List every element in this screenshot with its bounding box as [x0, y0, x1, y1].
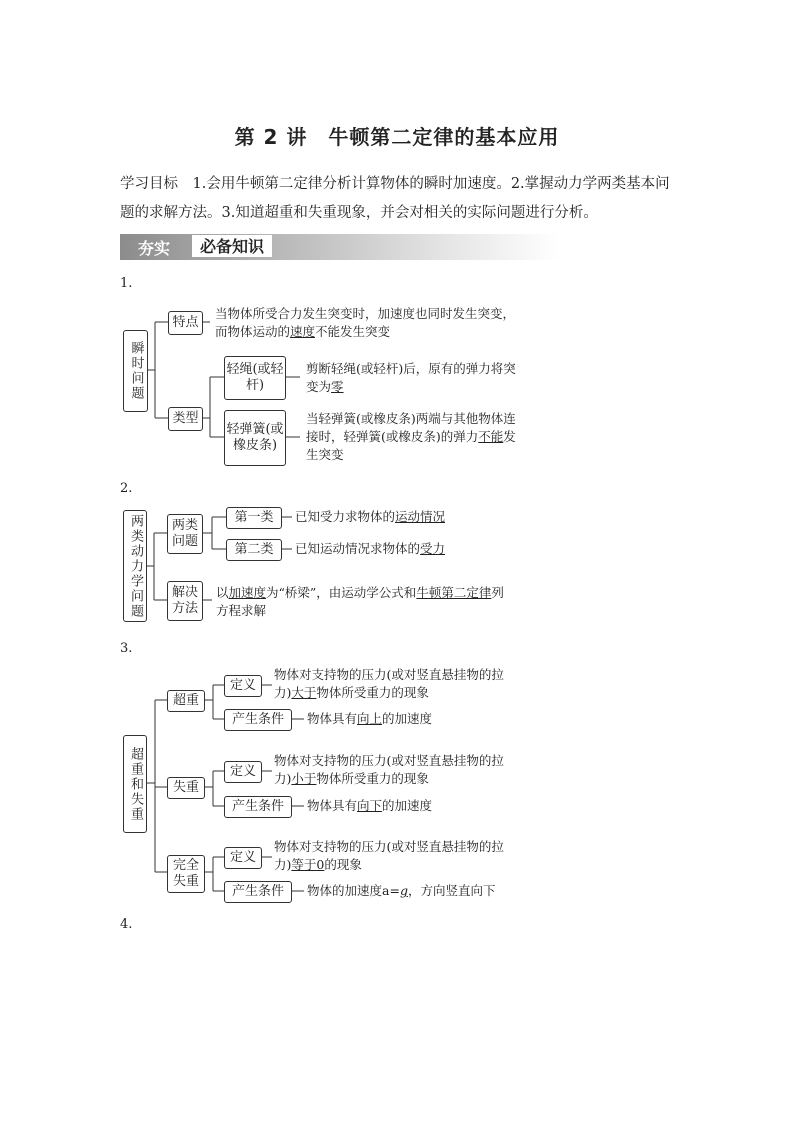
text-segment: 为“桥梁”，由运动学公式和: [266, 585, 417, 600]
section-number: 3.: [120, 641, 133, 656]
goals-text: 1.会用牛顿第二定律分析计算物体的瞬时加速度。2.掌握动力学两类基本问题的求解方法。3.知道超重和失重现象，并会对相关的实际问题进行分析。: [120, 176, 670, 221]
weightless-definition: [274, 838, 519, 874]
text-segment: 物体具有: [307, 798, 358, 813]
section-number: 2.: [120, 481, 133, 496]
text-segment: 发生突变: [306, 429, 516, 462]
underlined-answer: 速度: [290, 324, 316, 339]
first-type-node: 第一类: [226, 507, 282, 529]
weightless-node: 完全失重: [167, 855, 205, 893]
second-type-node: 第二类: [226, 539, 282, 561]
underlined-answer: 加速度: [228, 585, 267, 600]
definition-node: 定义: [224, 675, 262, 697]
overweight-node: 超重: [167, 690, 205, 712]
underlined-answer: 不能: [478, 429, 504, 444]
underweight-condition: [307, 797, 517, 815]
text-segment: 以: [216, 585, 229, 600]
two-types-node: 两类问题: [167, 514, 203, 554]
goals-label: 学习目标: [120, 176, 178, 192]
section-number: 1.: [120, 276, 133, 291]
overweight-definition: [274, 666, 519, 702]
text-segment: 列方程求解: [216, 585, 504, 618]
underlined-answer: 牛顿第二定律: [416, 585, 492, 600]
text-segment: 已知运动情况求物体的: [295, 541, 421, 556]
text-segment: 物体所受重力的现象: [316, 771, 429, 786]
banner-right: 必备知识: [192, 235, 272, 257]
definition-node: 定义: [224, 761, 262, 783]
underlined-answer: 受力: [420, 541, 446, 556]
text-segment: 已知受力求物体的: [295, 509, 396, 524]
underlined-answer: 等于0: [291, 857, 325, 872]
text-segment: 的现象: [324, 857, 362, 872]
underweight-node: 失重: [167, 777, 205, 799]
text-segment: 物体所受重力的现象: [316, 685, 429, 700]
underlined-answer: g: [399, 883, 408, 898]
underweight-definition: [274, 752, 519, 788]
text-segment: 物体对支持物的压力(或对竖直悬挂物的拉力): [274, 753, 504, 786]
type-node: 类型: [168, 407, 203, 431]
text-segment: 剪断轻绳(或轻杆)后，原有的弹力将突变为: [306, 361, 516, 394]
page-title: 第 2 讲 牛顿第二定律的基本应用: [234, 125, 560, 149]
underlined-answer: 大于: [291, 685, 317, 700]
text-segment: 当轻弹簧(或橡皮条)两端与其他物体连接时，轻弹簧(或橡皮条)的弹力: [306, 411, 516, 444]
feature-text: [215, 305, 515, 341]
text-segment: ，方向竖直向下: [407, 883, 496, 898]
text-segment: 物体具有: [307, 711, 358, 726]
definition-node: 定义: [224, 847, 262, 869]
underlined-answer: 小于: [291, 771, 317, 786]
first-type-text: [295, 508, 515, 526]
underlined-answer: 零: [331, 379, 344, 394]
text-segment: 物体的加速度a=: [307, 883, 400, 898]
text-segment: 的加速度: [382, 798, 433, 813]
condition-node: 产生条件: [224, 709, 292, 731]
text-segment: 当物体所受合力发生突变时，加速度也同时发生突变，而物体运动的: [215, 306, 516, 339]
underlined-answer: 运动情况: [395, 509, 446, 524]
condition-node: 产生条件: [224, 796, 292, 818]
spring-node: 轻弹簧(或橡皮条): [224, 410, 286, 466]
feature-node: 特点: [168, 311, 203, 335]
rope-text: [306, 360, 516, 396]
overweight-condition: [307, 710, 517, 728]
underlined-answer: 向下: [357, 798, 383, 813]
underlined-answer: 向上: [357, 711, 383, 726]
spring-text: [306, 410, 516, 464]
text-segment: 物体对支持物的压力(或对竖直悬挂物的拉力): [274, 839, 504, 872]
root-node: 瞬时问题: [123, 330, 148, 412]
second-type-text: [295, 540, 515, 558]
rope-node: 轻绳(或轻杆): [224, 356, 286, 400]
method-node: 解决方法: [167, 581, 203, 621]
section-number: 4.: [120, 917, 133, 932]
weightless-condition: [307, 882, 519, 900]
banner-left: 夯实: [138, 239, 171, 258]
text-segment: 不能发生突变: [315, 324, 391, 339]
root-node: 两类动力学问题: [123, 510, 147, 622]
text-segment: 的加速度: [382, 711, 433, 726]
root-node: 超重和失重: [123, 735, 147, 833]
method-text: [216, 584, 516, 620]
condition-node: 产生条件: [224, 881, 292, 903]
text-segment: 物体对支持物的压力(或对竖直悬挂物的拉力): [274, 667, 504, 700]
